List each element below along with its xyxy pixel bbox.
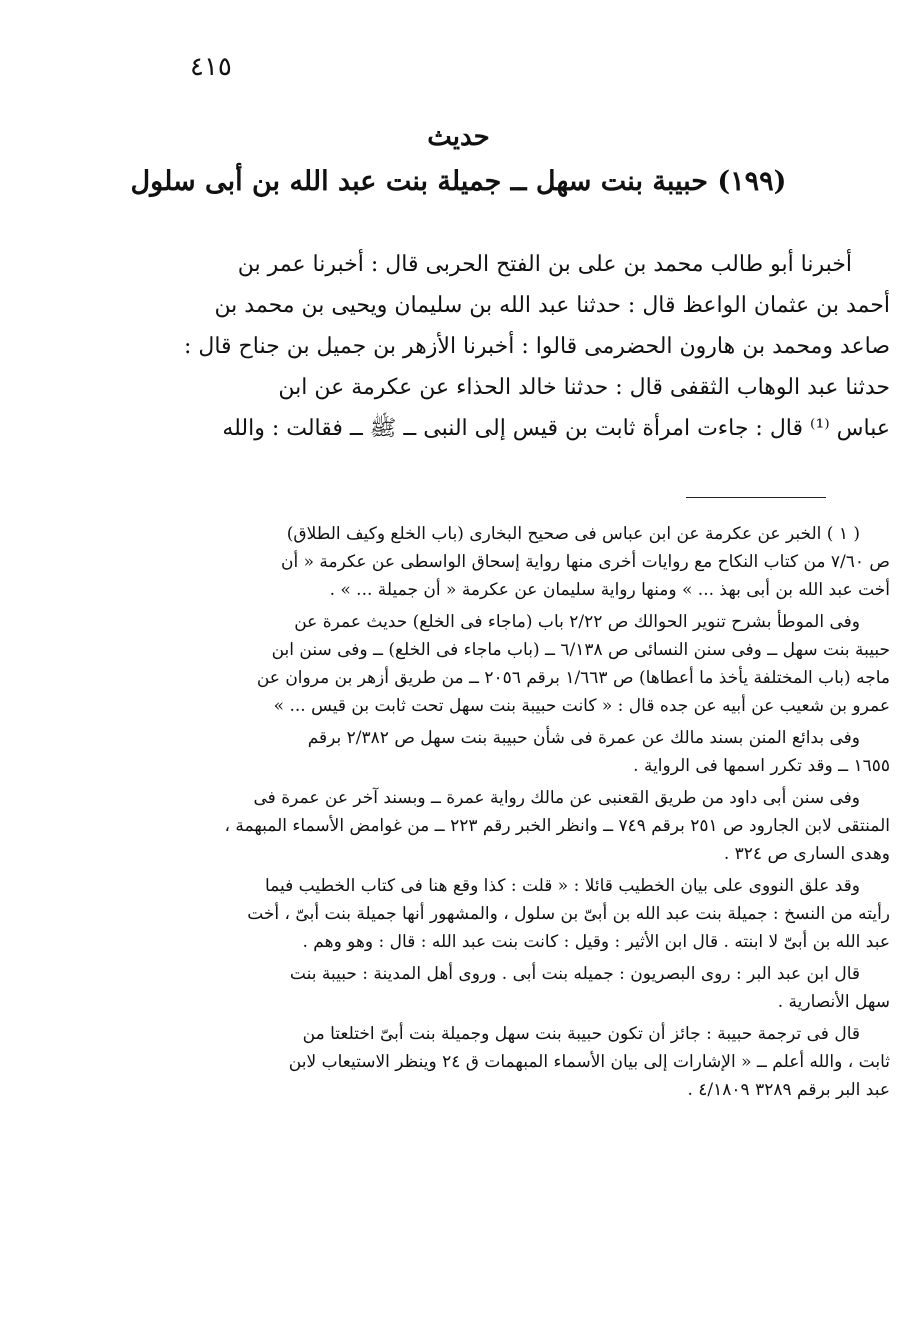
footnote-line: سهل الأنصارية . <box>777 992 890 1012</box>
footnote-line: رأيته من النسخ : جميلة بنت عبد الله بن أبىّ بن سلول ، والمشهور أنها جميلة بنت أبىّ ، أخت <box>247 904 890 924</box>
footnote-paragraph <box>150 724 890 780</box>
footnote-line: قال ابن عبد البر : روى البصريون : جميله بنت أبى . وروى أهل المدينة : حبيبة بنت <box>289 964 860 984</box>
footnote-paragraph <box>150 872 890 956</box>
footnote-line: ماجه (باب المختلفة يأخذ ما أعطاها) ص ١/٦٦٣ برقم ٢٠٥٦ ــ من طريق أزهر بن مروان عن <box>256 668 890 688</box>
page-number: ٤١٥ <box>190 52 232 82</box>
footnote-line: وفى سنن أبى داود من طريق القعنبى عن مالك رواية عمرة ــ وبسند آخر عن عمرة فى <box>253 788 860 808</box>
footnote-line: أخت عبد الله بن أبى بهذ ... » ومنها رواية سليمان عن عكرمة « أن جميلة ... » . <box>329 580 890 600</box>
footnote-line: حبيبة بنت سهل ــ وفى سنن النسائى ص ٦/١٣٨ ــ (باب ماجاء فى الخلع) ــ وفى سنن ابن <box>271 640 890 660</box>
footnotes <box>150 520 890 1108</box>
footnote-line: وفى بدائع المنن بسند مالك عن عمرة فى شأن حبيبة بنت سهل ص ٢/٣٨٢ برقم <box>307 728 860 748</box>
hadith-title: (١٩٩) حبيبة بنت سهل ــ جميلة بنت عبد الله بن أبى سلول <box>130 166 787 197</box>
footnote-line: عبد البر برقم ٣٢٨٩ ٤/١٨٠٩ . <box>687 1080 890 1100</box>
main-text-line: صاعد ومحمد بن هارون الحضرمى قالوا : أخبرنا الأزهر بن جميل بن جناح قال : <box>183 334 890 359</box>
footnote-line: ثابت ، والله أعلم ــ « الإشارات إلى بيان الأسماء المبهمات ق ٢٤ وينظر الاستيعاب لابن <box>288 1052 890 1072</box>
footnote-line: وقد علق النووى على بيان الخطيب قائلا : « قلت : كذا وقع هنا فى كتاب الخطيب فيما <box>264 876 860 896</box>
footnote-line: ( ١ ) الخبر عن عكرمة عن ابن عباس فى صحيح البخارى (باب الخلع وكيف الطلاق) <box>286 524 860 544</box>
footnote-line: عبد الله بن أبىّ لا ابنته . قال ابن الأثير : وقيل : كانت بنت عبد الله : قال : وهو وهم . <box>302 932 890 952</box>
main-text-line: عباس ⁽¹⁾ قال : جاءت امرأة ثابت بن قيس إلى النبى ــ ﷺ ــ فقالت : والله <box>222 416 890 441</box>
footnote-paragraph <box>150 520 890 604</box>
footnote-paragraph <box>150 960 890 1016</box>
footnote-paragraph <box>150 1020 890 1104</box>
footnote-line: ص ٧/٦٠ من كتاب النكاح مع روايات أخرى منها رواية إسحاق الواسطى عن عكرمة « أن <box>280 552 890 572</box>
footnote-line: عمرو بن شعيب عن أبيه عن جده قال : « كانت حبيبة بنت سهل تحت ثابت بن قيس ... » <box>273 696 890 716</box>
footnote-line: وفى الموطأ بشرح تنوير الحوالك ص ٢/٢٢ باب (ماجاء فى الخلع) حديث عمرة عن <box>294 612 860 632</box>
main-text <box>150 244 890 449</box>
footnote-paragraph <box>150 784 890 868</box>
footnote-line: وهدى السارى ص ٣٢٤ . <box>723 844 890 864</box>
footnote-divider <box>686 497 826 498</box>
main-text-line: حدثنا عبد الوهاب الثقفى قال : حدثنا خالد الحذاء عن عكرمة عن ابن <box>278 375 890 400</box>
section-label: حديث <box>427 122 490 152</box>
footnote-line: ١٦٥٥ ــ وقد تكرر اسمها فى الرواية . <box>633 756 890 776</box>
main-text-line: أحمد بن عثمان الواعظ قال : حدثنا عبد الله بن سليمان ويحيى بن محمد بن <box>214 293 890 318</box>
footnote-line: المنتقى لابن الجارود ص ٢٥١ برقم ٧٤٩ ــ وانظر الخبر رقم ٢٢٣ ــ من غوامض الأسماء المبهمة ، <box>224 816 890 836</box>
footnote-line: قال فى ترجمة حبيبة : جائز أن تكون حبيبة بنت سهل وجميلة بنت أبىّ اختلعتا من <box>302 1024 860 1044</box>
main-text-line: أخبرنا أبو طالب محمد بن على بن الفتح الحربى قال : أخبرنا عمر بن <box>237 252 852 277</box>
footnote-paragraph <box>150 608 890 720</box>
